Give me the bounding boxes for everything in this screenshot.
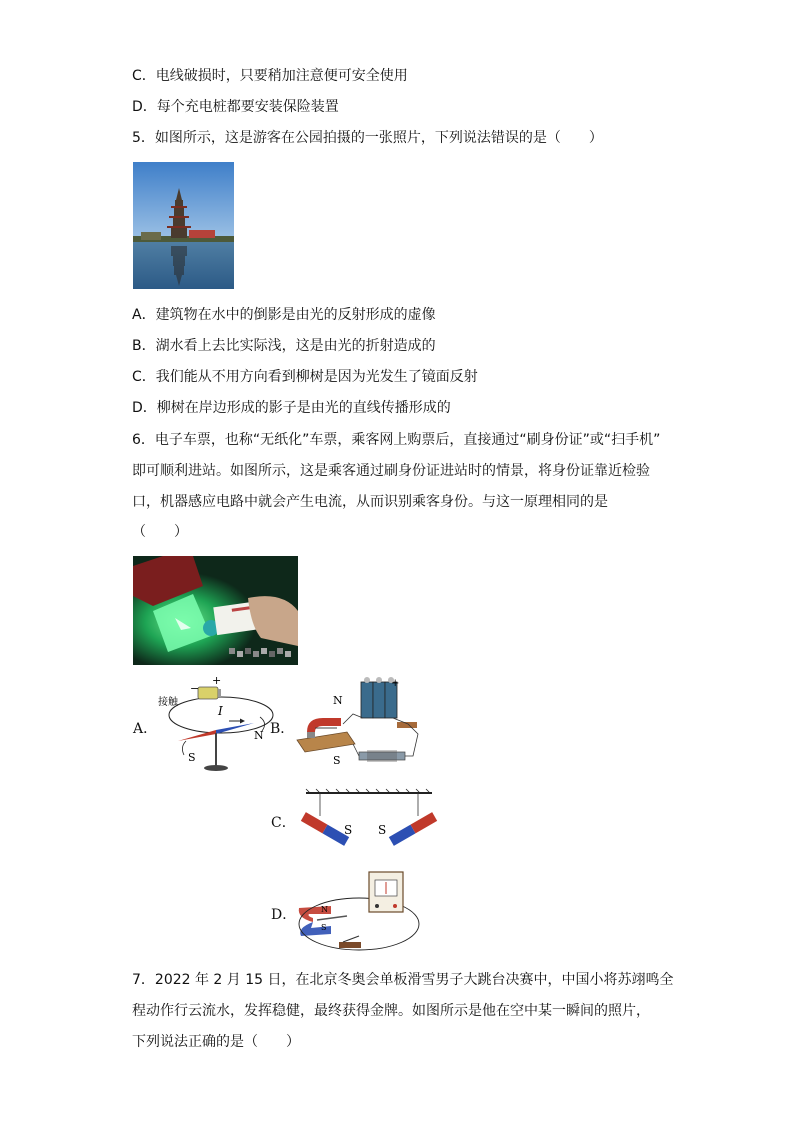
south-pole-label: S (321, 923, 327, 932)
plus-sign: + (391, 678, 400, 689)
q5-option-b: B．湖水看上去比实际浅，这是由光的折射造成的 (132, 338, 436, 354)
oersted-experiment-diagram (156, 675, 276, 775)
q5-option-d: D．柳树在岸边形成的影子是由光的直线传播形成的 (132, 400, 451, 416)
q7-stem-line-2: 程动作行云流水，发挥稳健，最终获得金牌。如图所示是他在空中某一瞬间的照片， (132, 1003, 650, 1019)
q6-stem-line-2: 即可顺利进站。如图所示，这是乘客通过刷身份证进站时的情景，将身份证靠近检验 (132, 463, 650, 479)
q6-stem-line-3: 口，机器感应电路中就会产生电流，从而识别乘客身份。与这一原理相同的是 (132, 494, 608, 510)
south-pole-label-right: S (378, 823, 387, 837)
current-label: I (218, 704, 223, 718)
q4-option-c: C．电线破损时，只要稍加注意便可安全使用 (132, 68, 408, 84)
south-pole-label-left: S (344, 823, 353, 837)
magnet-repulsion-diagram (292, 788, 442, 856)
pagoda-photo (133, 162, 234, 289)
q4-option-d: D．每个充电桩都要安装保险装置 (132, 99, 339, 115)
plus-sign: + (212, 675, 222, 687)
south-pole-label: S (188, 751, 196, 764)
q7-stem-line-3: 下列说法正确的是（ ） (132, 1034, 300, 1050)
q6-stem-line-1: 6．电子车票，也称“无纸化”车票，乘客网上购票后，直接通过“刷身份证”或“扫手机” (132, 432, 661, 448)
q6-stem-line-4: （ ） (132, 524, 188, 540)
q5-option-c: C．我们能从不用方向看到柳树是因为光发生了镜面反射 (132, 369, 478, 385)
q5-option-a: A．建筑物在水中的倒影是由光的反射形成的虚像 (132, 307, 436, 323)
option-d-label: D． (271, 907, 297, 923)
touch-label: 接触 (158, 697, 178, 708)
south-pole-label: S (333, 754, 341, 767)
minus-sign: − (190, 682, 200, 695)
option-b-label: B． (270, 721, 295, 737)
q5-stem: 5．如图所示，这是游客在公园拍摄的一张照片，下列说法错误的是（ ） (132, 130, 603, 146)
option-c-label: C． (271, 815, 296, 831)
north-pole-label: N (254, 729, 264, 742)
id-card-scan-photo (133, 556, 298, 665)
motor-experiment-diagram (293, 674, 433, 774)
north-pole-label: N (333, 694, 343, 707)
electromagnetic-induction-diagram (295, 868, 425, 958)
q7-stem-line-1: 7．2022 年 2 月 15 日，在北京冬奥会单板滑雪男子大跳台决赛中，中国小将苏翊鸣全 (132, 972, 674, 988)
option-a-label: A． (133, 721, 158, 737)
north-pole-label: N (321, 905, 328, 914)
